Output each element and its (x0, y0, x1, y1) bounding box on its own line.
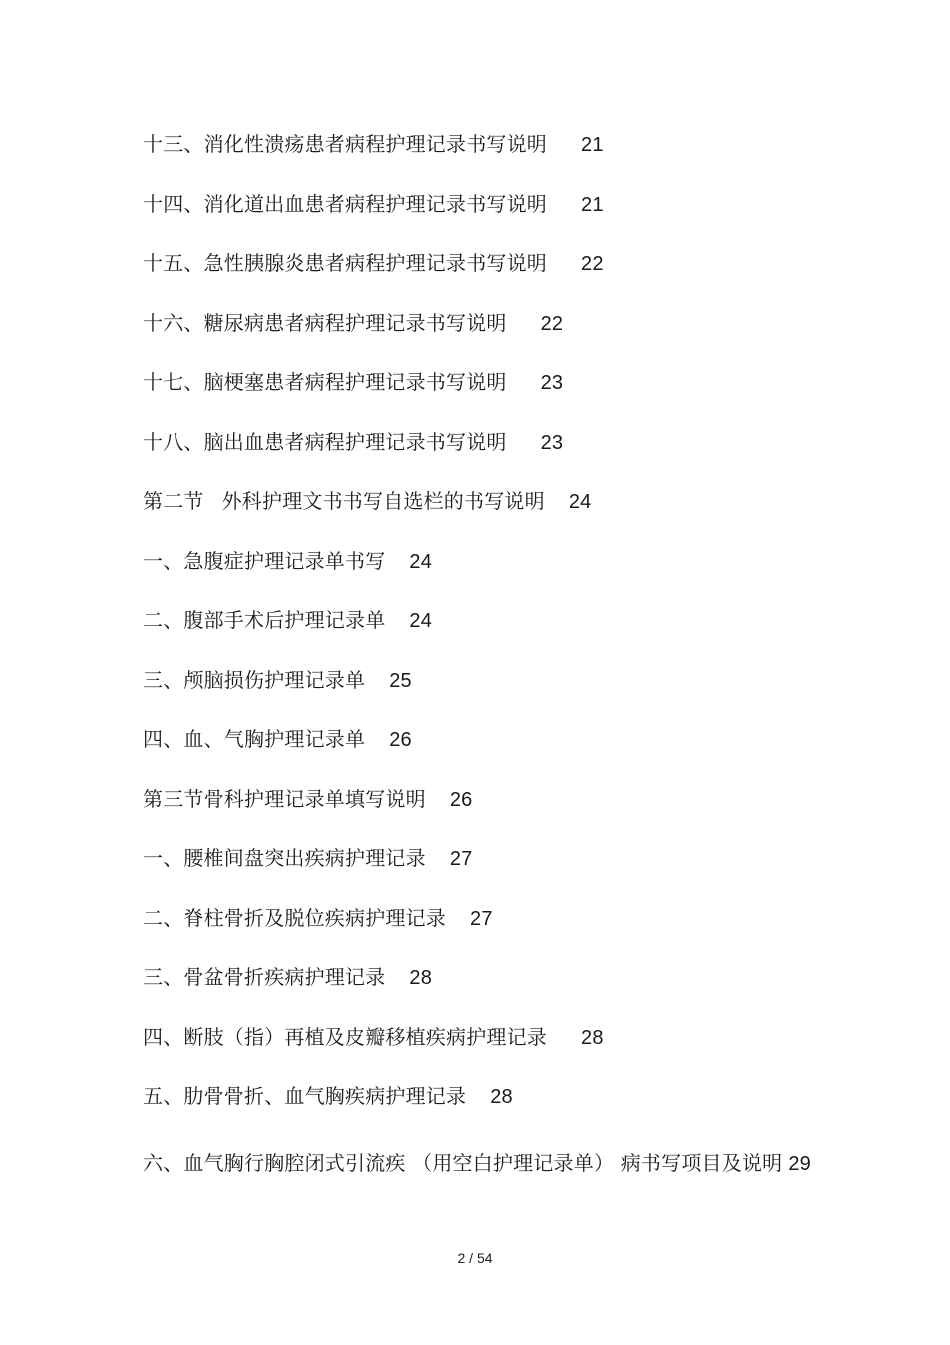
toc-entry-title: 四、断肢（指）再植及皮瓣移植疾病护理记录 (143, 1024, 547, 1049)
toc-entry-title: 十三、消化性溃疡患者病程护理记录书写说明 (143, 132, 547, 156)
toc-entry[interactable] (143, 662, 823, 722)
toc-entry[interactable] (143, 1019, 823, 1079)
toc-entry[interactable] (143, 245, 823, 305)
toc-entry-page: 28 (581, 1026, 604, 1049)
toc-entry-page: 22 (540, 312, 564, 335)
toc-entry[interactable] (143, 602, 823, 662)
toc-entry-title: 二、脊柱骨折及脱位疾病护理记录 (143, 905, 446, 930)
table-of-contents (143, 126, 823, 1189)
toc-entry-title: 三、骨盆骨折疾病护理记录 (143, 965, 386, 989)
toc-entry-title: 外科护理文书书写自选栏的书写说明 (221, 489, 545, 513)
toc-entry-page: 24 (568, 491, 592, 513)
toc-entry-title: 第三节骨科护理记录单填写说明 (143, 786, 426, 811)
toc-entry-title: 二、腹部手术后护理记录单 (143, 608, 386, 632)
toc-entry-page: 23 (540, 372, 564, 394)
toc-entry[interactable] (143, 424, 823, 484)
toc-entry[interactable] (143, 840, 823, 900)
toc-entry-title: 一、腰椎间盘突出疾病护理记录 (143, 846, 426, 870)
toc-entry-section-heading[interactable] (143, 781, 823, 841)
toc-entry-page: 21 (581, 193, 604, 216)
toc-entry-title: 六、血气胸行胸腔闭式引流疾 （用空白护理记录单） 病书写项目及说明 (143, 1150, 783, 1175)
toc-entry-section-heading[interactable] (143, 483, 823, 543)
toc-entry[interactable] (143, 900, 823, 960)
toc-entry-page: 27 (470, 907, 493, 930)
toc-entry-page: 29 (788, 1152, 811, 1175)
toc-entry[interactable] (143, 186, 823, 246)
toc-entry-page: 27 (449, 848, 473, 870)
toc-entry-page: 28 (490, 1086, 513, 1108)
toc-entry[interactable] (143, 721, 823, 781)
toc-entry[interactable] (143, 959, 823, 1019)
toc-entry-title: 三、颅脑损伤护理记录单 (143, 667, 366, 692)
toc-entry-title: 一、急腹症护理记录单书写 (143, 548, 386, 573)
toc-entry-title: 十四、消化道出血患者病程护理记录书写说明 (143, 191, 547, 216)
toc-entry[interactable] (143, 364, 823, 424)
toc-entry-page: 24 (409, 550, 433, 573)
toc-entry[interactable] (143, 1138, 823, 1189)
toc-entry-title: 五、肋骨骨折、血气胸疾病护理记录 (143, 1084, 467, 1108)
toc-entry-title: 十六、糖尿病患者病程护理记录书写说明 (143, 310, 507, 335)
toc-entry-title: 十七、脑梗塞患者病程护理记录书写说明 (143, 370, 507, 394)
toc-entry[interactable] (143, 543, 823, 603)
toc-entry[interactable] (143, 1078, 823, 1138)
toc-entry-title: 十八、脑出血患者病程护理记录书写说明 (143, 429, 507, 454)
toc-entry-page: 25 (389, 669, 412, 692)
page-number-indicator: 2 / 54 (457, 1250, 493, 1266)
toc-entry-page: 23 (540, 431, 564, 454)
toc-entry[interactable] (143, 126, 823, 186)
toc-entry-page: 22 (581, 253, 604, 275)
toc-entry-page: 26 (389, 729, 412, 751)
toc-entry-title: 十五、急性胰腺炎患者病程护理记录书写说明 (143, 251, 547, 275)
toc-entry-title: 四、血、气胸护理记录单 (143, 727, 366, 751)
toc-entry-page: 26 (449, 788, 473, 811)
toc-entry-page: 21 (581, 134, 604, 156)
toc-entry-page: 24 (409, 610, 433, 632)
toc-section-label: 第二节 (143, 489, 204, 513)
toc-entry[interactable] (143, 305, 823, 365)
toc-entry-page: 28 (409, 967, 433, 989)
